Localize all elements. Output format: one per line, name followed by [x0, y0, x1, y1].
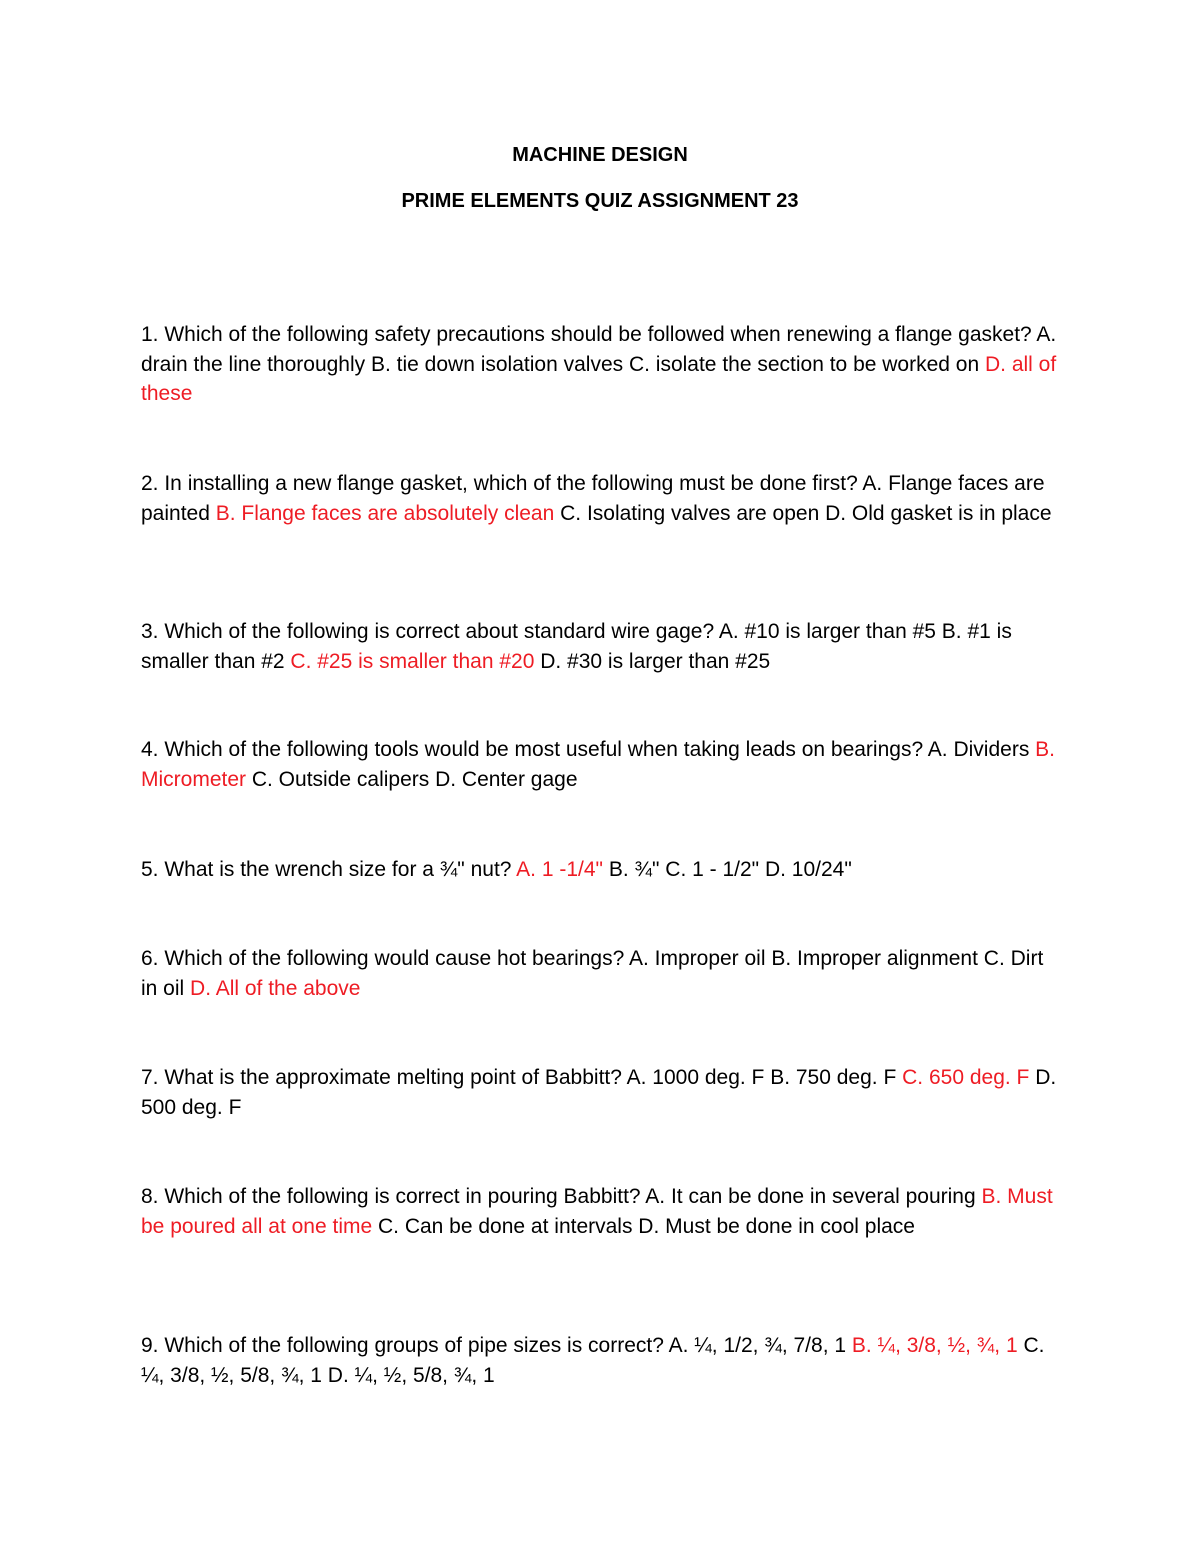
question-3 [141, 617, 1061, 676]
correct-answer: C. #25 is smaller than #20 [290, 649, 535, 673]
question-options: B. ¾" C. 1 - 1/2" D. 10/24" [602, 858, 852, 881]
document-title: MACHINE DESIGN [512, 144, 688, 166]
question-1 [141, 320, 1061, 409]
document-subtitle: PRIME ELEMENTS QUIZ ASSIGNMENT 23 [401, 190, 799, 212]
correct-answer: B. Micrometer [141, 738, 1056, 791]
question-text: 1. Which of the following safety precautions should be followed when renewing a flange gasket? A. drain the line thoroughly B. tie down isolation valves C. isolate the section to be worked on [141, 323, 1057, 376]
question-options: C. Can be done at intervals D. Must be done in cool place [372, 1214, 915, 1238]
question-text: 3. Which of the following is correct about standard wire gage? A. #10 is larger than #5 B. #1 is smaller than #2 [141, 620, 1012, 673]
question-options: C. ¼, 3/8, ½, 5/8, ¾, 1 D. ¼, ½, 5/8, ¾, 1 [141, 1334, 1045, 1387]
question-options: C. Outside calipers D. Center gage [246, 767, 578, 791]
correct-answer: C. 650 deg. F [902, 1066, 1030, 1089]
question-7 [141, 1063, 1061, 1122]
question-options: C. Isolating valves are open D. Old gasket is in place [554, 501, 1052, 525]
question-text: 2. In installing a new flange gasket, which of the following must be done first? A. Flange faces are painted [141, 472, 1045, 525]
question-text: 7. What is the approximate melting point of Babbitt? A. 1000 deg. F B. 750 deg. F [141, 1066, 903, 1089]
question-4 [141, 735, 1061, 794]
question-text: 4. Which of the following tools would be most useful when taking leads on bearings? A. Dividers [141, 738, 1036, 761]
question-text: 9. Which of the following groups of pipe sizes is correct? A. ¼, 1/2, ¾, 7/8, 1 [141, 1334, 852, 1357]
correct-answer: B. Must be poured all at one time [141, 1185, 1053, 1238]
question-8 [141, 1182, 1061, 1241]
question-text: 8. Which of the following is correct in pouring Babbitt? A. It can be done in several pouring [141, 1185, 982, 1208]
question-text: 6. Which of the following would cause hot bearings? A. Improper oil B. Improper alignment C. Dirt in oil [141, 947, 1044, 1000]
question-5 [141, 855, 1061, 885]
question-6 [141, 944, 1061, 1003]
correct-answer: B. Flange faces are absolutely clean [215, 501, 555, 525]
question-9 [141, 1331, 1061, 1390]
question-text: 5. What is the wrench size for a ¾" nut? [141, 858, 517, 881]
question-options: D. #30 is larger than #25 [534, 649, 771, 673]
question-options: D. 500 deg. F [141, 1066, 1057, 1119]
correct-answer: D. all of these [141, 352, 1057, 405]
question-2 [141, 469, 1061, 528]
correct-answer: A. 1 -1/4" [516, 858, 603, 881]
correct-answer: D. All of the above [190, 976, 361, 1000]
correct-answer: B. ¼, 3/8, ½, ¾, 1 [851, 1334, 1018, 1357]
